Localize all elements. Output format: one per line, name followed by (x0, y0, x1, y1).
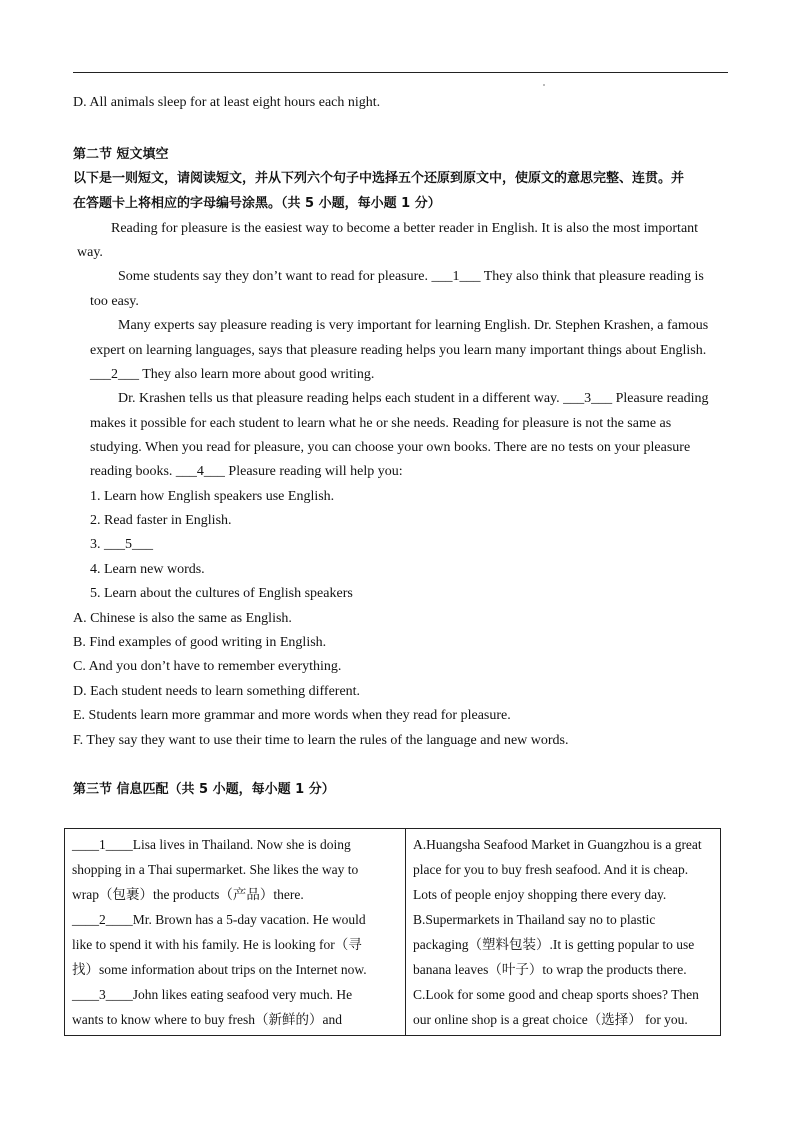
top-option-d: D. All animals sleep for at least eight hours each night. (73, 95, 381, 110)
questions-cell (65, 829, 406, 1036)
passage-line: makes it possible for each student to learn what he or she needs. Reading for pleasure is not the same as (90, 416, 672, 431)
section2-instruction-2: 在答题卡上将相应的字母编号涂黑。（共 5 小题，每小题 1 分） (73, 196, 441, 211)
passage-line: Dr. Krashen tells us that pleasure reading helps each student in a different way. ___3___ Pleasure reading (118, 391, 709, 406)
answer-line: packaging（塑料包装）.It is getting popular to use (413, 937, 695, 952)
question-line: ____2____Mr. Brown has a 5-day vacation. He would (72, 912, 366, 927)
question-line: shopping in a Thai supermarket. She likes the way to (72, 862, 359, 877)
question-line: 找）some information about trips on the Internet now. (72, 962, 367, 977)
answer-line: banana leaves（叶子）to wrap the products there. (413, 962, 687, 977)
question-line: wants to know where to buy fresh（新鲜的）and (72, 1012, 342, 1027)
list-item: 4. Learn new words. (90, 562, 205, 577)
answer-line: C.Look for some good and cheap sports shoes? Then (413, 987, 699, 1002)
passage-line: studying. When you read for pleasure, you can choose your own books. There are no tests on your pleasure (90, 440, 691, 455)
question-line: ____3____John likes eating seafood very much. He (72, 987, 353, 1002)
list-item: 3. ___5___ (90, 537, 153, 552)
list-item: 2. Read faster in English. (90, 513, 232, 528)
option-c: C. And you don’t have to remember everything. (73, 659, 342, 674)
passage-line: ___2___ They also learn more about good writing. (90, 367, 375, 382)
passage-line: reading books. ___4___ Pleasure reading will help you: (90, 464, 403, 479)
option-d: D. Each student needs to learn something different. (73, 684, 361, 699)
matching-table (64, 828, 721, 1036)
passage-line: too easy. (90, 294, 139, 309)
section2-instruction-1: 以下是一则短文，请阅读短文，并从下列六个句子中选择五个还原到原文中，使原文的意思完整、连贯。并 (73, 171, 685, 186)
section2-title: 第二节 短文填空 (73, 147, 169, 162)
answer-line: Lots of people enjoy shopping there every day. (413, 887, 667, 902)
answer-line: B.Supermarkets in Thailand say no to plastic (413, 912, 656, 927)
table-row (65, 829, 721, 1036)
passage-line: way. (77, 245, 103, 260)
answer-line: our online shop is a great choice（选择） for you. (413, 1012, 688, 1027)
answers-cell (406, 829, 721, 1036)
passage-line: Some students say they don’t want to read for pleasure. ___1___ They also think that pleasure reading is (118, 269, 704, 284)
passage-line: Many experts say pleasure reading is very important for learning English. Dr. Stephen Krashen, a famous (118, 318, 709, 333)
option-f: F. They say they want to use their time to learn the rules of the language and new words. (73, 733, 569, 748)
option-e: E. Students learn more grammar and more words when they read for pleasure. (73, 708, 511, 723)
passage-line: Reading for pleasure is the easiest way to become a better reader in English. It is also the most important (111, 221, 699, 236)
answer-line: place for you to buy fresh seafood. And it is cheap. (413, 862, 689, 877)
option-b: B. Find examples of good writing in English. (73, 635, 327, 650)
list-item: 5. Learn about the cultures of English speakers (90, 586, 353, 601)
option-a: A. Chinese is also the same as English. (73, 611, 292, 626)
passage-line: expert on learning languages, says that pleasure reading helps you learn many important things about English. (90, 343, 707, 358)
question-line: ____1____Lisa lives in Thailand. Now she is doing (72, 837, 351, 852)
header-rule (73, 72, 728, 73)
section3-title: 第三节 信息匹配（共 5 小题，每小题 1 分） (73, 782, 335, 797)
question-line: wrap（包裹）the products（产品）there. (72, 887, 304, 902)
list-item: 1. Learn how English speakers use English. (90, 489, 335, 504)
answer-line: A.Huangsha Seafood Market in Guangzhou is a great (413, 837, 702, 852)
stray-mark (543, 84, 545, 86)
question-line: like to spend it with his family. He is looking for（寻 (72, 937, 362, 952)
